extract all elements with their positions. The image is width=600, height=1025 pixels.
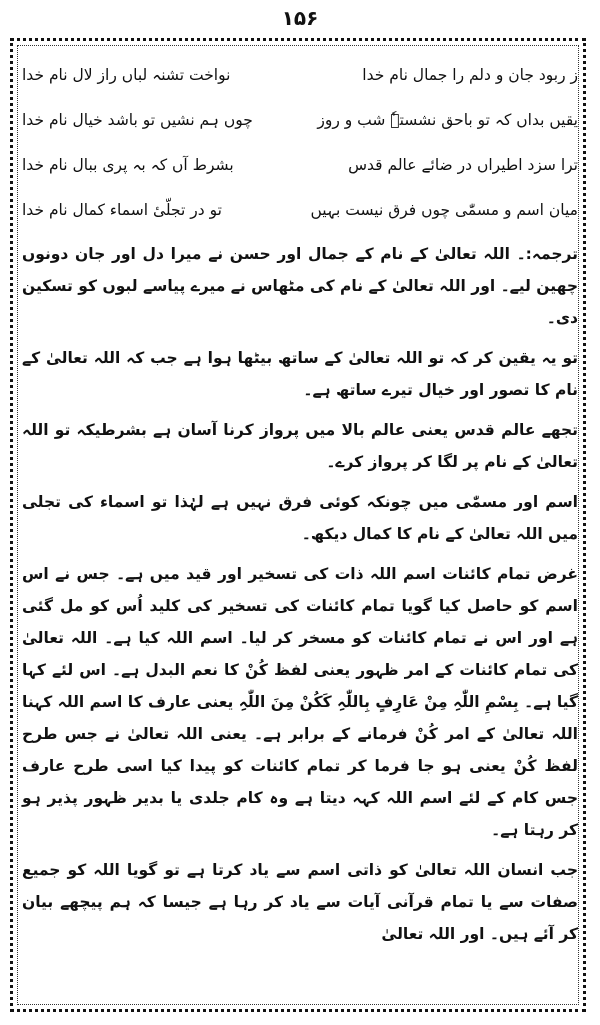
page-content [22,52,578,950]
couplet-first-hemistich: ز ربود جان و دلم را جمال نام خدا [362,65,578,84]
poem-couplet [22,97,578,142]
explanation-paragraph: تجھے عالم قدس یعنی عالم بالا میں پرواز کرنا آسان ہے بشرطیکہ تو اللہ تعالیٰ کے نام پر لگا کر پرواز کرے۔ [22,421,578,471]
couplet-first-hemistich: میان اسم و مسمّٰی چوں فرق نیست بہیں [310,200,578,219]
body-paragraph: غرض تمام کائنات اسم اللہ ذات کی تسخیر اور قید میں ہے۔ جس نے اس اسم کو حاصل کیا گویا تمام کائنات کی تسخیر کی کلید اُس کو مل گئی ہے اور اس نے تمام کائنات کو مسخر کر لیا۔ اسم اللہ کیا ہے۔ اللہ تعالیٰ کی تمام کائنات کے امر ظہور یعنی لفظ کُنْ کا نعم البدل ہے۔ اس لئے کہا گیا ہے۔ بِسْمِ اللّٰہِ مِنْ عَارِفٍ بِاللّٰہِ کَکُنْ مِنَ اللّٰہِ یعنی عارف کا اسم اللہ کہنا اللہ تعالیٰ کے امر کُنْ فرمانے کے برابر ہے۔ یعنی اللہ تعالیٰ نے جس طرح لفظ کُنْ یعنی ہو جا فرما کر تمام کائنات کو پیدا کیا اسی طرح عارف جس کام کے لئے اسم اللہ کہہ دیتا ہے وہ کام جلدی یا بدیر ظہور پذیر ہو کر رہتا ہے۔ [22,565,578,839]
couplet-first-hemistich: یقیں بداں کہ تو باحق نشستہٗ شب و روز [317,110,578,129]
translation-paragraph: ترجمہ:۔ اللہ تعالیٰ کے نام کے جمال اور حسن نے میرا دل اور جان دونوں چھین لیے۔ اور اللہ تعالیٰ کے نام کی مٹھاس نے میرے پیاسے لبوں کو تسکین دی۔ [22,245,578,327]
poem [22,52,578,232]
couplet-first-hemistich: ترا سزد اطیراں در ضائے عالم قدس [348,155,578,174]
couplet-second-hemistich: بشرط آں کہ بہ پری ببال نام خدا [22,155,234,174]
couplet-second-hemistich: چوں ہم نشیں تو باشد خیال نام خدا [22,110,253,129]
explanation-paragraph: اسم اور مسمّٰی میں چونکہ کوئی فرق نہیں ہے لہٰذا تو اسماء کی تجلی میں اللہ تعالیٰ کے نام کا کمال دیکھ۔ [22,493,578,543]
body-paragraph: جب انسان اللہ تعالیٰ کو ذاتی اسم سے یاد کرتا ہے تو گویا اللہ کو جمیع صفات سے یا تمام قرآنی آیات سے یاد کر رہا ہے جیسا کہ ہم پیچھے بیان کر آئے ہیں۔ اور اللہ تعالیٰ [22,861,578,943]
poem-couplet [22,52,578,97]
page-number: ۱۵۶ [281,6,319,30]
couplet-second-hemistich: نواخت تشنہ لباں راز لال نام خدا [22,65,231,84]
poem-couplet [22,142,578,187]
poem-couplet [22,187,578,232]
explanation-paragraph: تو یہ یقین کر کہ تو اللہ تعالیٰ کے ساتھ بیٹھا ہوا ہے جب کہ اللہ تعالیٰ کے نام کا تصور اور خیال تیرے ساتھ ہے۔ [22,349,578,399]
couplet-second-hemistich: تو در تجلّیٔ اسماء کمال نام خدا [22,200,222,219]
